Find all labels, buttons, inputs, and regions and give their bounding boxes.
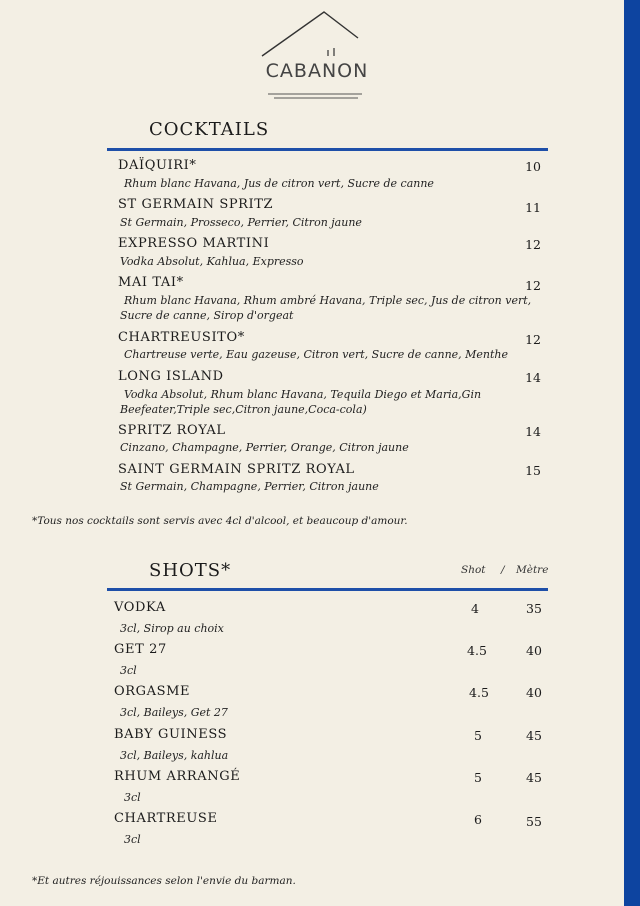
item-desc: 3cl <box>124 791 141 804</box>
item-desc: Chartreuse verte, Eau gazeuse, Citron vert, Sucre de canne, Menthe <box>124 348 509 361</box>
shots-footnote: *Et autres réjouissances selon l'envie du barman. <box>32 875 296 887</box>
item-desc: St Germain, Champagne, Perrier, Citron jaune <box>120 480 379 493</box>
item-desc: 3cl, Sirop au choix <box>120 622 224 635</box>
item-desc: Rhum blanc Havana, Rhum ambré Havana, Triple sec, Jus de citron vert, <box>124 294 532 307</box>
item-price: 14 <box>525 370 541 385</box>
item-price: 15 <box>525 463 541 478</box>
item-name: ST GERMAIN SPRITZ <box>118 197 274 212</box>
shot-price: 4 <box>471 601 479 616</box>
cabin-roof-icon <box>258 8 378 100</box>
item-desc: Rhum blanc Havana, Jus de citron vert, Sucre de canne <box>124 177 434 190</box>
item-name: VODKA <box>114 600 166 615</box>
metre-price: 45 <box>526 728 542 743</box>
shot-price: 4.5 <box>467 643 487 658</box>
item-name: GET 27 <box>114 642 167 657</box>
item-name: SAINT GERMAIN SPRITZ ROYAL <box>118 462 355 477</box>
item-desc: Cinzano, Champagne, Perrier, Orange, Citron jaune <box>120 441 409 454</box>
item-desc-cont: Beefeater,Triple sec,Citron jaune,Coca-cola) <box>120 403 367 416</box>
item-desc: 3cl, Baileys, kahlua <box>120 749 229 762</box>
item-price: 10 <box>525 159 541 174</box>
shot-price: 5 <box>474 770 482 785</box>
logo-text: CABANON <box>265 60 369 82</box>
item-name: DAÏQUIRI* <box>118 158 197 173</box>
item-price: 12 <box>525 237 541 252</box>
metre-price: 45 <box>526 770 542 785</box>
item-price: 12 <box>525 278 541 293</box>
item-name: LONG ISLAND <box>118 369 224 384</box>
item-desc: Vodka Absolut, Kahlua, Expresso <box>120 255 304 268</box>
item-name: EXPRESSO MARTINI <box>118 236 270 251</box>
item-desc: 3cl <box>124 833 141 846</box>
item-name: MAI TAI* <box>118 275 184 290</box>
col-separator: / <box>501 564 505 576</box>
item-price: 14 <box>525 424 541 439</box>
cocktails-rule <box>107 148 548 151</box>
item-name: BABY GUINESS <box>114 727 228 742</box>
item-name: SPRITZ ROYAL <box>118 423 226 438</box>
shot-price: 6 <box>474 812 482 827</box>
item-desc: St Germain, Prosseco, Perrier, Citron jaune <box>120 216 362 229</box>
item-desc-cont: Sucre de canne, Sirop d'orgeat <box>120 309 294 322</box>
item-name: CHARTREUSITO* <box>118 330 245 345</box>
metre-price: 40 <box>526 643 542 658</box>
cocktails-title: COCKTAILS <box>149 119 270 140</box>
metre-price: 40 <box>526 685 542 700</box>
item-price: 12 <box>525 332 541 347</box>
shots-title: SHOTS* <box>149 560 232 581</box>
metre-price: 35 <box>526 601 542 616</box>
cocktails-footnote: *Tous nos cocktails sont servis avec 4cl d'alcool, et beaucoup d'amour. <box>32 515 408 527</box>
item-desc: 3cl <box>120 664 137 677</box>
shot-price: 4.5 <box>469 685 489 700</box>
item-desc: Vodka Absolut, Rhum blanc Havana, Tequila Diego et Maria,Gin <box>124 388 482 401</box>
shot-price: 5 <box>474 728 482 743</box>
item-name: RHUM ARRANGÉ <box>114 769 241 784</box>
item-name: CHARTREUSE <box>114 811 218 826</box>
col-shot-header: Shot <box>461 564 486 576</box>
item-desc: 3cl, Baileys, Get 27 <box>120 706 228 719</box>
metre-price: 55 <box>526 814 542 829</box>
shots-rule <box>107 588 548 591</box>
col-metre-header: Mètre <box>516 564 549 576</box>
item-price: 11 <box>525 200 541 215</box>
item-name: ORGASME <box>114 684 191 699</box>
